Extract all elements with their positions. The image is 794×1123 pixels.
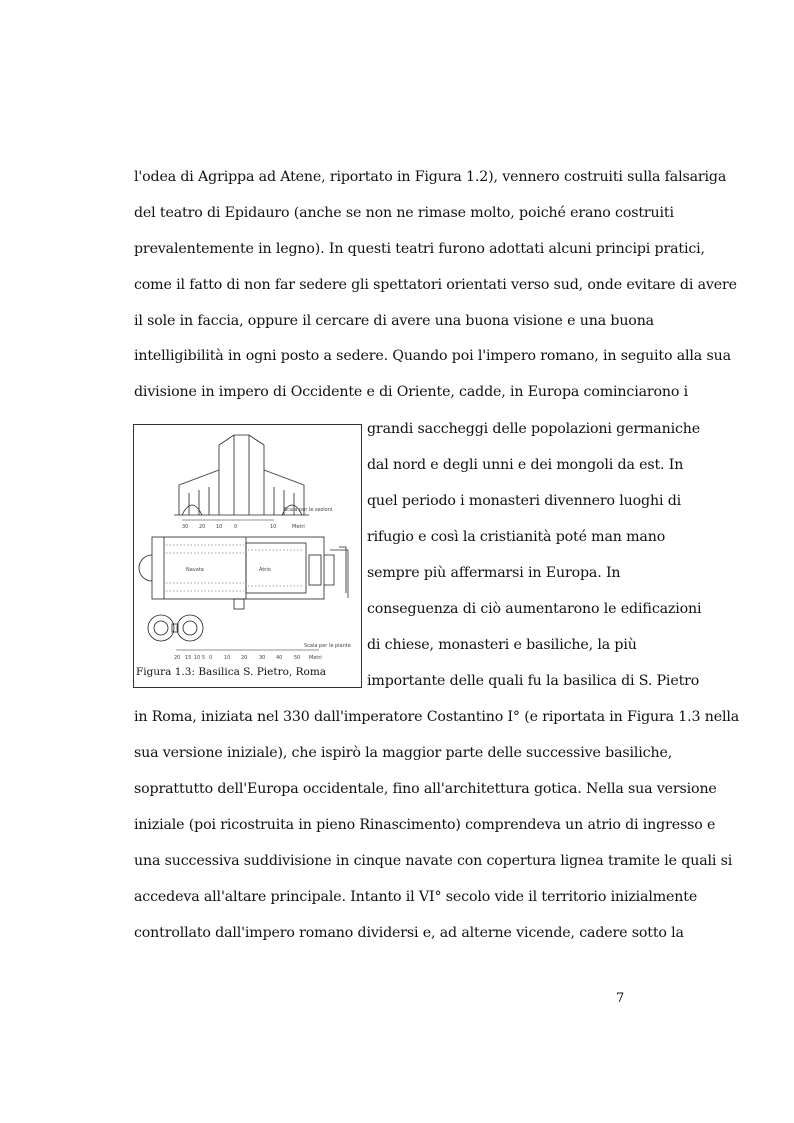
text-line: in Roma, iniziata nel 330 dall'imperatore Costantino I° (e riportata in Figura 1.3 nella — [134, 709, 740, 725]
text-line: rifugio e così la cristianità poté man mano — [367, 529, 666, 545]
text-line: accedeva all'altare principale. Intanto il VI° secolo vide il territorio inizialmente — [134, 889, 698, 905]
scale-tick: 10 — [224, 655, 231, 661]
scale-tick: 30 — [259, 655, 266, 661]
label-navata: Navata — [186, 567, 204, 573]
figure-leader-line — [330, 540, 352, 600]
text-line: iniziale (poi ricostruita in pieno Rinascimento) comprendeva un atrio di ingresso e — [134, 817, 716, 833]
scale-tick: 10 — [194, 655, 201, 661]
text-line: una successiva suddivisione in cinque navate con copertura lignea tramite le quali si — [134, 853, 733, 869]
text-line: sempre più affermarsi in Europa. In — [367, 565, 621, 581]
mausoleum-circle — [148, 615, 174, 641]
basilica-drawing — [134, 425, 361, 687]
label-atrio: Atrio — [259, 567, 271, 573]
figure-caption: Figura 1.3: Basilica S. Pietro, Roma — [136, 666, 327, 678]
scale-tick: Metri — [292, 524, 305, 530]
text-line: di chiese, monasteri e basiliche, la più — [367, 637, 637, 653]
section-outline — [179, 435, 304, 515]
text-line: sua versione iniziale), che ispirò la maggior parte delle successive basiliche, — [134, 745, 673, 761]
text-line: grandi saccheggi delle popolazioni germaniche — [367, 421, 700, 437]
text-line: prevalentemente in legno). In questi teatri furono adottati alcuni principi pratici, — [134, 241, 705, 257]
scale-tick: 0 — [234, 524, 238, 530]
scale-tick: 40 — [276, 655, 283, 661]
text-line: del teatro di Epidauro (anche se non ne rimase molto, poiché erano costruiti — [134, 205, 674, 221]
scale-tick: 20 — [241, 655, 248, 661]
text-line: divisione in impero di Occidente e di Oriente, cadde, in Europa cominciarono i — [134, 384, 689, 400]
scale-tick: 15 — [185, 655, 192, 661]
scale-tick: 5 — [202, 655, 206, 661]
text-line: conseguenza di ciò aumentarono le edificazioni — [367, 601, 702, 617]
scale-tick: 10 — [270, 524, 277, 530]
text-line: intelligibilità in ogni posto a sedere. Quando poi l'impero romano, in seguito alla sua — [134, 348, 731, 364]
scale-bottom-label: Scala per le piante — [304, 643, 351, 649]
scale-tick: 20 — [174, 655, 181, 661]
scale-tick: 30 — [182, 524, 189, 530]
scale-tick: 20 — [199, 524, 206, 530]
text-line: il sole in faccia, oppure il cercare di avere una buona visione e una buona — [134, 313, 654, 329]
text-line: controllato dall'impero romano dividersi e, ad alterne vicende, cadere sotto la — [134, 925, 684, 941]
text-line: soprattutto dell'Europa occidentale, fino all'architettura gotica. Nella sua versione — [134, 781, 717, 797]
text-line: l'odea di Agrippa ad Atene, riportato in Figura 1.2), vennero costruiti sulla falsariga — [134, 169, 727, 185]
plan-outline — [152, 537, 324, 599]
scale-tick: 10 — [216, 524, 223, 530]
scale-top-label: Scala per le sezioni — [284, 507, 333, 513]
scale-tick: 0 — [209, 655, 213, 661]
text-line: dal nord e degli unni e dei mongoli da est. In — [367, 457, 684, 473]
figure-basilica-plan — [133, 424, 362, 688]
text-line: quel periodo i monasteri divennero luoghi di — [367, 493, 682, 509]
page-number: 7 — [616, 991, 625, 1006]
scale-tick: 50 — [294, 655, 301, 661]
text-line: come il fatto di non far sedere gli spettatori orientati verso sud, onde evitare di avere — [134, 277, 737, 293]
scale-tick: Metri — [309, 655, 322, 661]
text-line: importante delle quali fu la basilica di S. Pietro — [367, 673, 700, 689]
